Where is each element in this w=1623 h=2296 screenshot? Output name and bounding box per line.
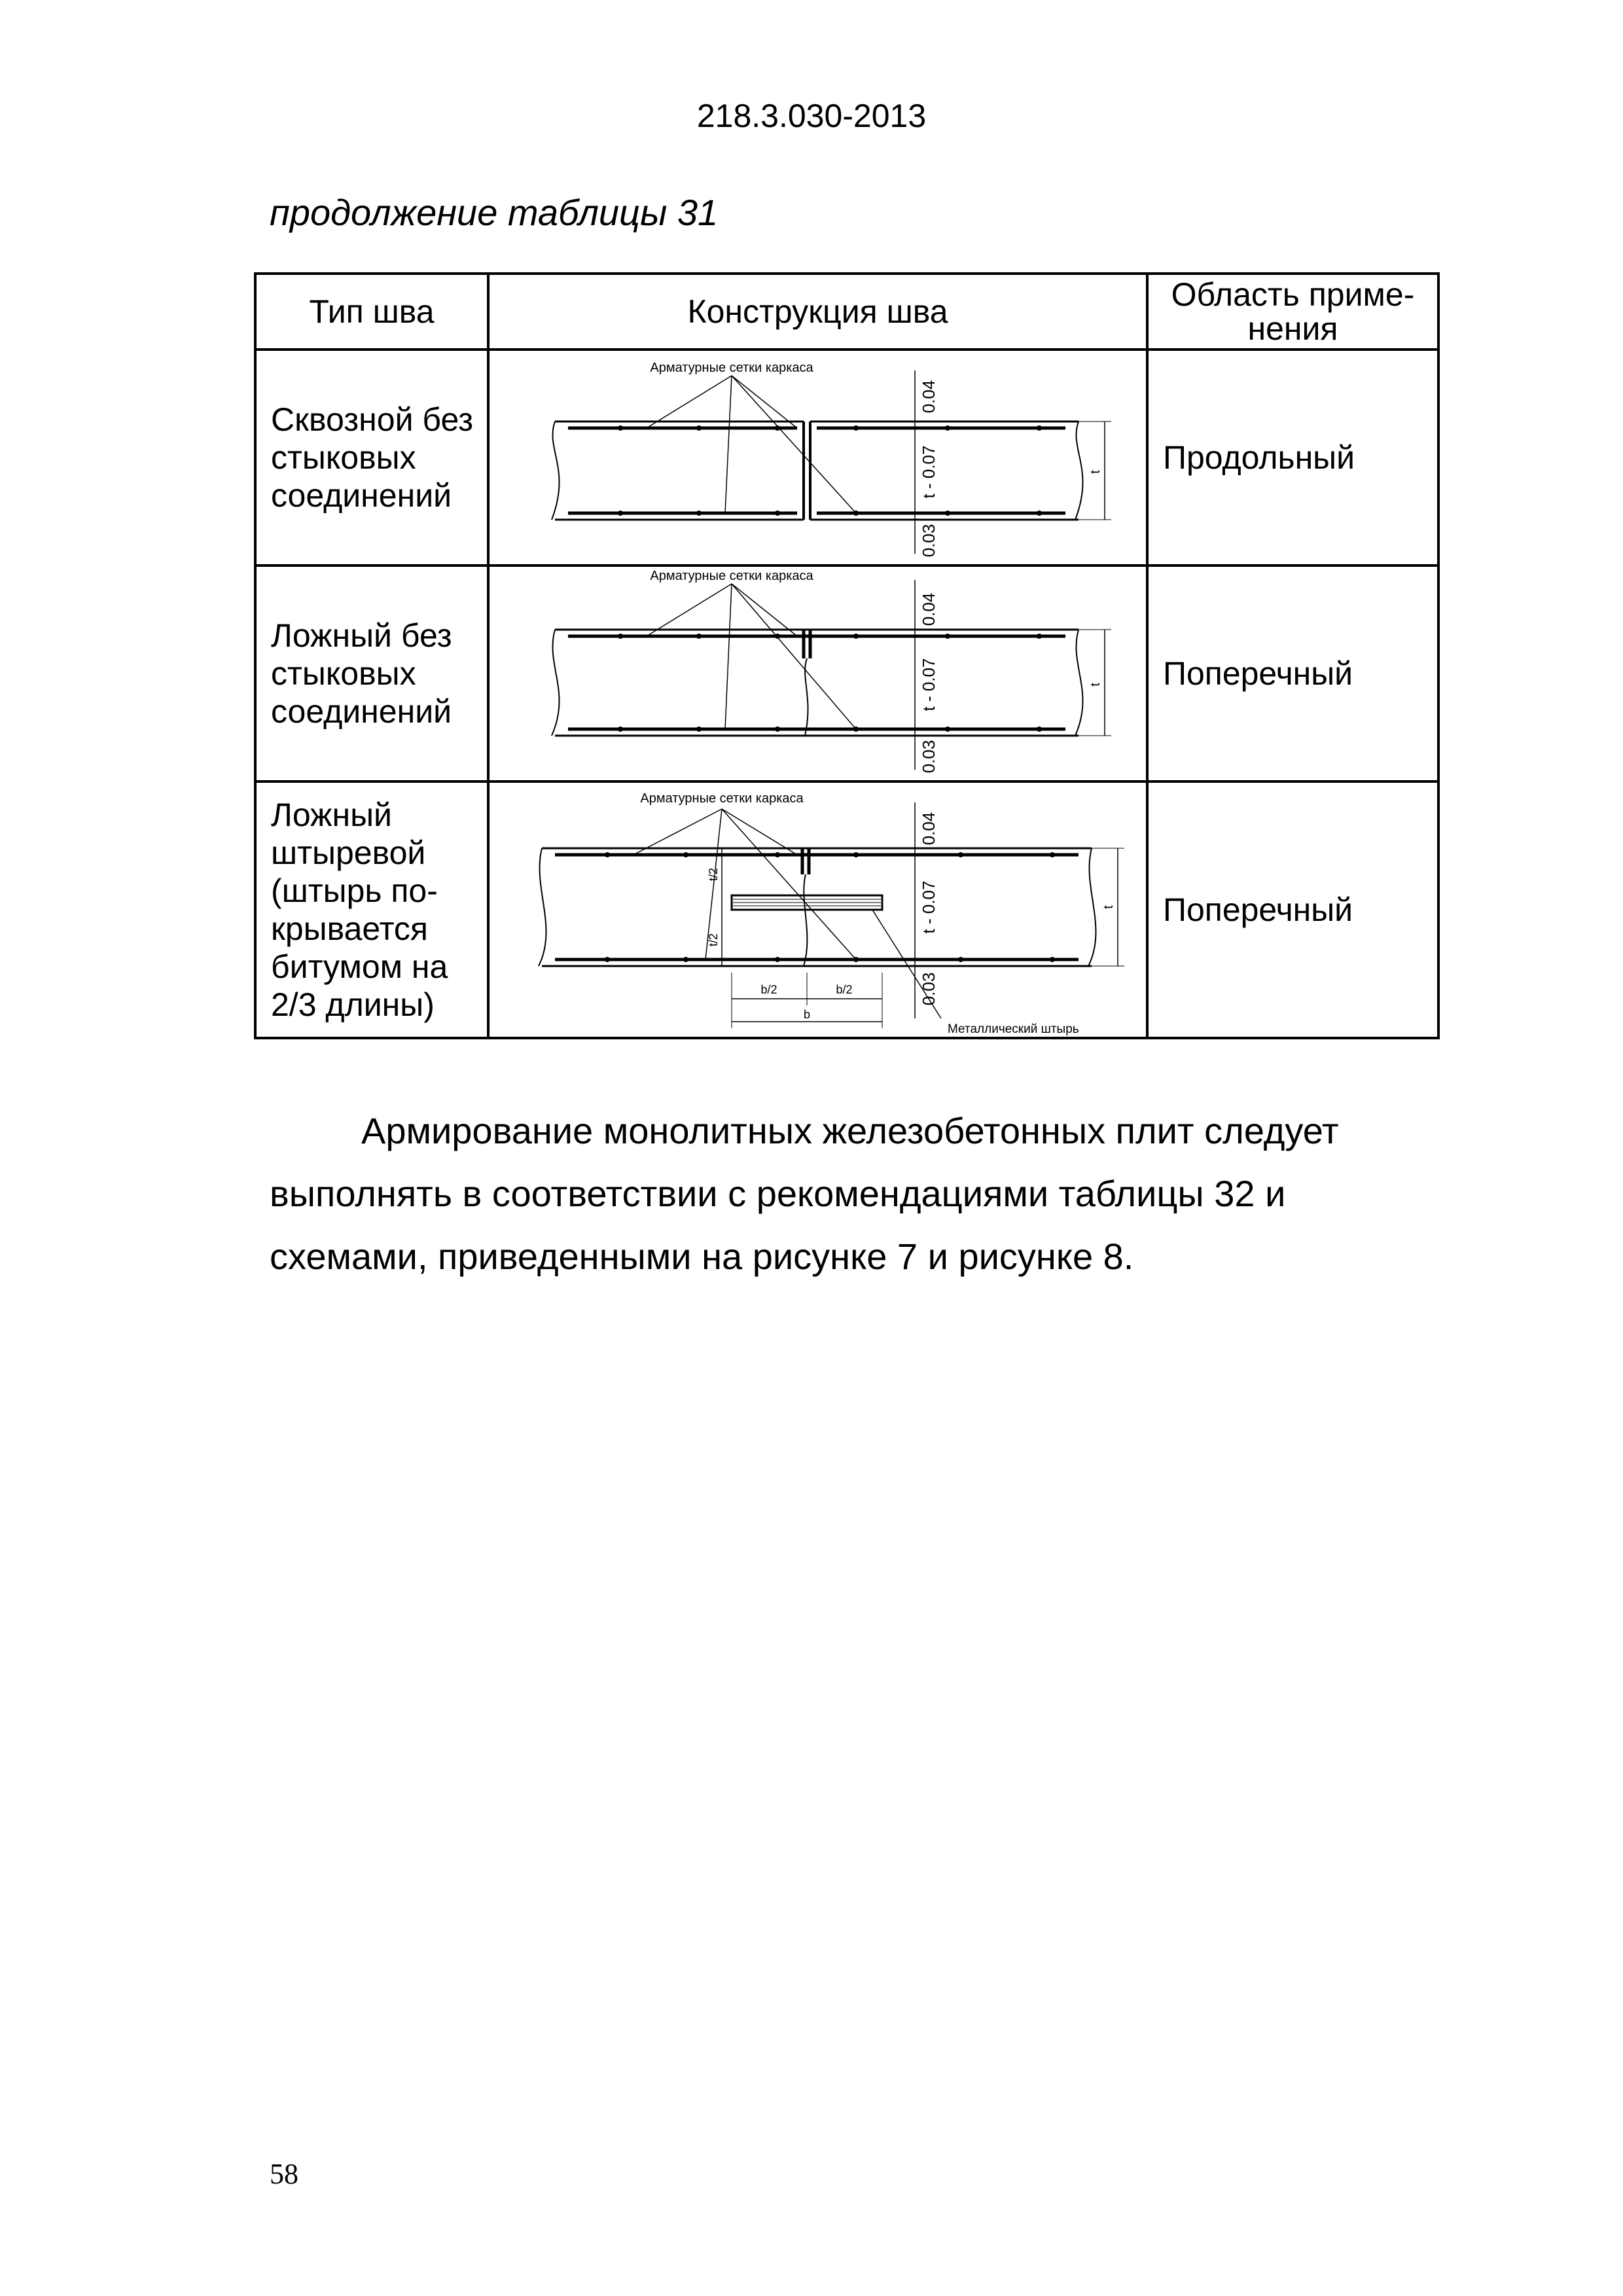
seam-diagram-false: [490, 567, 1149, 780]
seam-diagram-dowel: [490, 783, 1149, 1037]
dim-b: b: [803, 1008, 811, 1021]
seam-type-cell: Ложный без стыковых соединений: [255, 565, 488, 781]
header-application-area: [1147, 274, 1438, 350]
seam-construction-cell: [488, 565, 1147, 781]
mesh-label: Арматурные сетки каркаса: [650, 569, 813, 583]
dim-t2-lower: t/2: [707, 933, 720, 947]
table-caption: продолжение таблицы 31: [270, 192, 719, 233]
dim-t: t: [1088, 470, 1103, 474]
dim-b2-right: b/2: [836, 983, 853, 996]
dim-top: 0.04: [919, 592, 938, 626]
dim-bot: 0.03: [919, 740, 938, 774]
seam-construction-cell: [488, 350, 1147, 565]
header-application-line-2: нения: [1247, 310, 1338, 347]
mesh-label: Арматурные сетки каркаса: [650, 361, 813, 375]
seam-diagram-through: [490, 351, 1149, 564]
dim-top: 0.04: [919, 812, 938, 846]
paragraph-line: Армирование монолитных железобетонных плит следует: [361, 1110, 1339, 1151]
seam-types-table: [254, 272, 1440, 1039]
application-cell: Поперечный: [1147, 565, 1438, 781]
table-header-row: [255, 274, 1438, 350]
seam-type-cell: Сквозной без стыковых соединений: [255, 350, 488, 565]
seam-construction-cell: [488, 781, 1147, 1038]
seam-type-cell: Ложный штыревой (штырь по- крывается битумом на 2/3 длины): [255, 781, 488, 1038]
table-row: [255, 565, 1438, 781]
dim-mid: t - 0.07: [919, 880, 938, 934]
dim-mid: t - 0.07: [919, 658, 938, 711]
dim-t: t: [1101, 905, 1116, 909]
dim-bot: 0.03: [919, 972, 938, 1006]
document-number: 218.3.030-2013: [696, 98, 927, 134]
body-paragraph: [270, 1100, 1418, 1288]
dim-mid: t - 0.07: [919, 445, 938, 499]
application-cell: Поперечный: [1147, 781, 1438, 1038]
mesh-label: Арматурные сетки каркаса: [640, 791, 804, 806]
paragraph-line: выполнять в соответствии с рекомендациями таблицы 32 и: [270, 1173, 1286, 1214]
table-row: [255, 350, 1438, 565]
paragraph-line: схемами, приведенными на рисунке 7 и рисунке 8.: [270, 1236, 1134, 1277]
page-number: 58: [270, 2158, 298, 2190]
header-seam-type: Тип шва: [255, 274, 488, 350]
pin-label: Металлический штырь: [948, 1022, 1079, 1036]
table-row: [255, 781, 1438, 1038]
application-cell: Продольный: [1147, 350, 1438, 565]
dim-b2-left: b/2: [760, 983, 777, 996]
dim-top: 0.04: [919, 380, 938, 414]
dim-t2-upper: t/2: [707, 867, 720, 882]
header-application-line-1: Область приме-: [1171, 276, 1415, 313]
header-seam-construction: Конструкция шва: [488, 274, 1147, 350]
dim-t: t: [1088, 683, 1103, 687]
dim-bot: 0.03: [919, 524, 938, 558]
